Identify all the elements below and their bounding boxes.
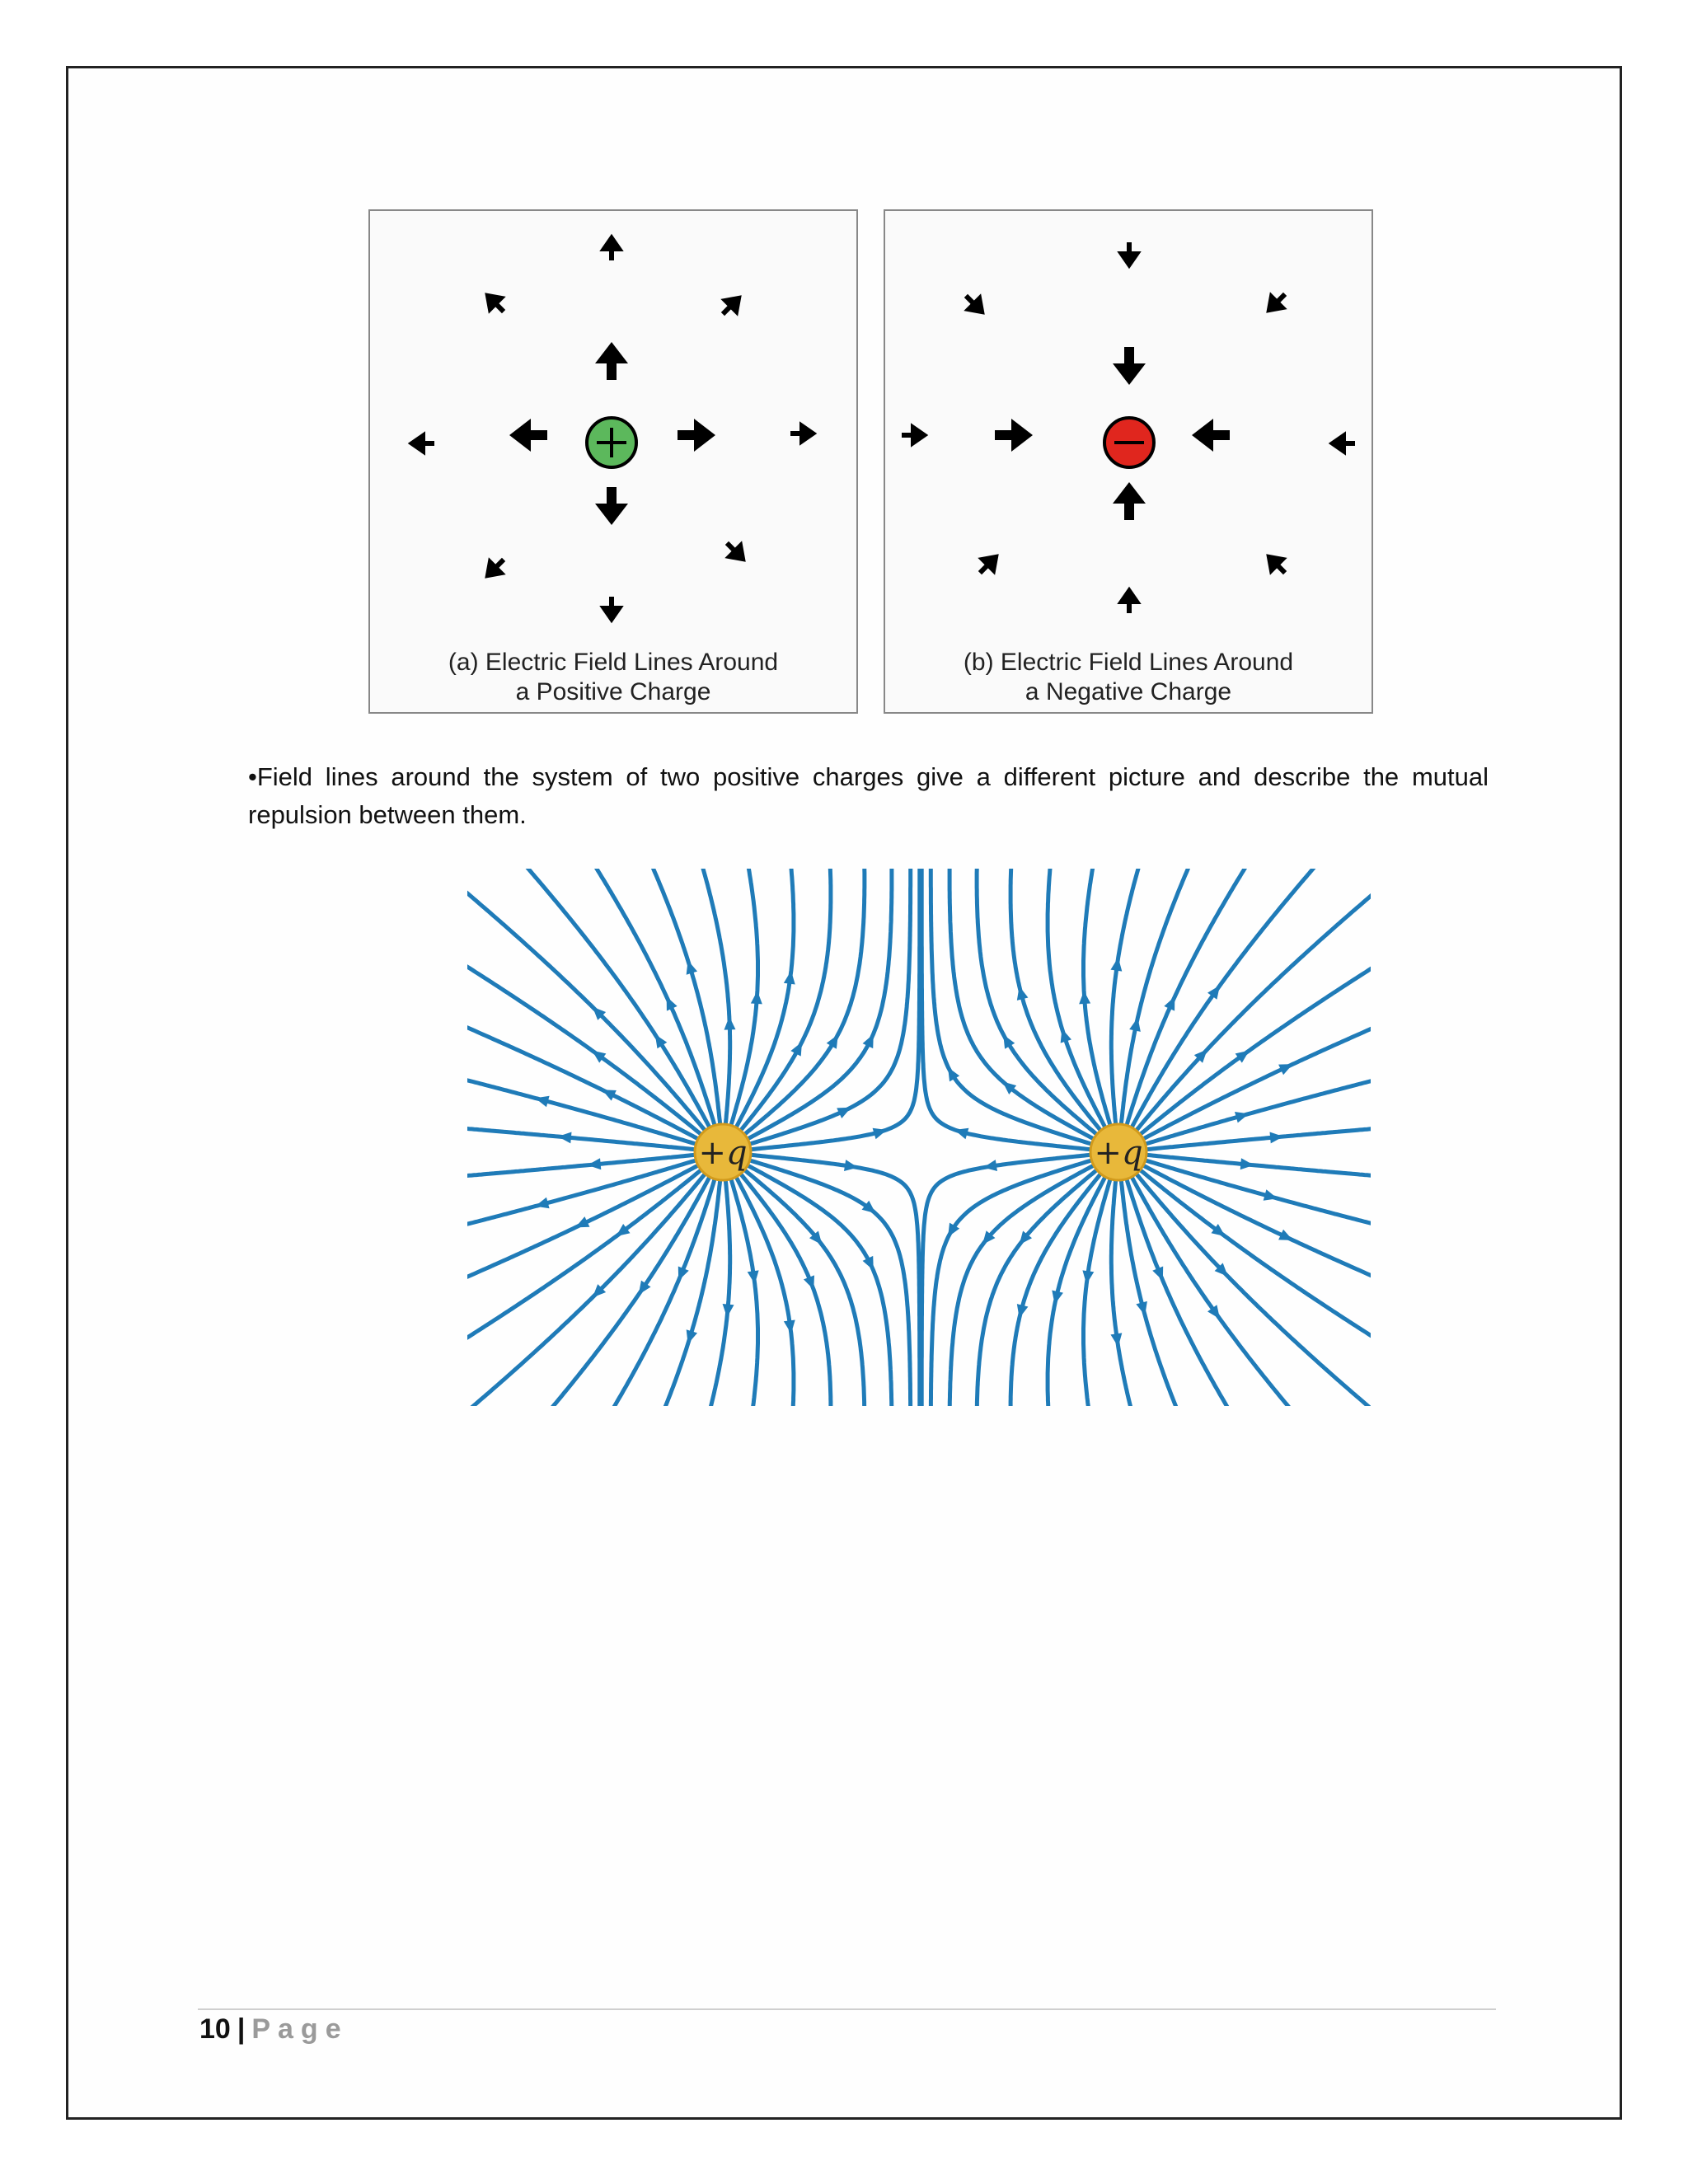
inner-arrow-left: [509, 419, 547, 452]
negative-field-diagram: [885, 211, 1372, 656]
body-paragraph: •Field lines around the system of two positive charges give a different picture and describe the mutual repulsion between them.: [248, 762, 1489, 829]
field-line: [1148, 1155, 1371, 1178]
field-arrowhead: [661, 994, 677, 1010]
field-arrowhead: [673, 1266, 689, 1282]
field-line: [604, 1180, 714, 1406]
field-line: [746, 1171, 865, 1406]
field-lines-left: [467, 869, 920, 1406]
outer-arrow-left: [412, 436, 434, 451]
field-line: [1132, 869, 1329, 1126]
field-line: [467, 1175, 704, 1406]
outer-arrow-down: [604, 597, 619, 619]
field-line: [1137, 1175, 1371, 1406]
field-arrowhead: [863, 1256, 879, 1272]
field-arrows: [533, 957, 1295, 1347]
footer-separator: |: [237, 2013, 246, 2045]
outer-arrow-down-left: [1264, 289, 1291, 316]
field-line: [977, 1171, 1095, 1406]
right-charge: [1090, 1124, 1146, 1180]
field-arrowhead: [751, 991, 763, 1005]
two-positive-charges-figure: [467, 869, 1371, 1406]
field-arrowhead: [557, 1131, 571, 1143]
field-line: [921, 1155, 1089, 1407]
field-arrowhead: [863, 1032, 879, 1048]
field-arrowhead: [784, 1319, 797, 1334]
minus-icon: [1104, 418, 1154, 467]
field-arrowhead: [724, 1016, 736, 1030]
field-line: [732, 869, 758, 1124]
field-line: [586, 869, 714, 1124]
field-line: [513, 869, 709, 1126]
outer-arrow-right: [902, 428, 924, 443]
page-word: Page: [251, 2013, 349, 2045]
field-line: [467, 1127, 693, 1150]
inner-arrow-up: [1113, 482, 1146, 520]
footer-divider: [198, 2008, 1496, 2010]
field-arrowhead: [587, 1158, 601, 1170]
field-arrowhead: [1278, 1230, 1295, 1245]
inner-arrow-up: [595, 342, 628, 380]
positive-field-diagram: [370, 211, 856, 656]
field-line: [737, 869, 794, 1126]
outer-arrow-down-right: [961, 291, 987, 317]
field-line: [467, 1155, 693, 1178]
left-charge: [695, 1124, 751, 1180]
outer-arrow-left: [1333, 436, 1355, 451]
outer-arrow-down: [1122, 242, 1137, 265]
field-arrowhead: [1278, 1059, 1295, 1075]
field-arrowhead: [1152, 1266, 1168, 1282]
right-charge-label: +q: [1094, 1134, 1143, 1172]
field-line: [1084, 869, 1110, 1124]
field-line: [1148, 1127, 1371, 1150]
inner-arrow-left: [1192, 419, 1230, 452]
field-line: [977, 869, 1095, 1133]
outer-arrow-right: [790, 426, 813, 441]
outer-arrow-up-right: [718, 293, 744, 320]
field-line: [646, 869, 720, 1122]
field-line: [950, 1166, 1092, 1406]
field-arrowhead: [1078, 991, 1090, 1005]
field-arrowhead: [1240, 1158, 1254, 1170]
caption-a-line1: (a) Electric Field Lines Around: [448, 649, 779, 676]
plus-icon: [587, 418, 636, 467]
outer-arrow-up: [604, 238, 619, 260]
outer-arrow-down-left: [483, 555, 509, 581]
field-arrowhead: [1164, 994, 1179, 1010]
field-line: [737, 1179, 794, 1406]
caption-a-line2: a Positive Charge: [515, 678, 711, 705]
outer-arrow-up-left: [483, 291, 509, 317]
field-lines-right: [921, 869, 1371, 1406]
inner-arrow-right: [995, 419, 1033, 452]
outer-arrow-up: [1122, 591, 1137, 613]
field-arrowhead: [837, 1102, 853, 1118]
inner-arrow-down: [1113, 347, 1146, 385]
positive-charge-field-figure: [368, 209, 858, 714]
field-line: [1122, 869, 1196, 1122]
field-line: [749, 1166, 892, 1406]
field-line: [746, 869, 865, 1133]
field-line: [753, 1155, 920, 1407]
caption-b-line2: a Negative Charge: [1025, 678, 1232, 705]
field-arrowhead: [1270, 1131, 1284, 1143]
caption-b-line1: (b) Electric Field Lines Around: [963, 649, 1294, 676]
field-line: [1128, 869, 1255, 1124]
inner-arrow-right: [678, 419, 715, 452]
field-arrowhead: [790, 1039, 807, 1057]
field-arrowhead: [573, 1216, 589, 1233]
outer-arrow-up-left: [1264, 552, 1291, 579]
field-line: [1128, 1180, 1237, 1406]
left-charge-label: +q: [698, 1134, 748, 1172]
outer-arrow-down-right: [722, 538, 748, 565]
field-line: [1048, 869, 1104, 1126]
field-line: [1132, 1179, 1303, 1406]
field-arrowhead: [721, 1304, 734, 1318]
page-footer: [199, 2011, 349, 2047]
field-arrowhead: [599, 1085, 617, 1101]
negative-charge-field-figure: [884, 209, 1373, 714]
field-line: [538, 1179, 709, 1406]
page-number: 10: [199, 2013, 231, 2045]
outer-arrow-up-right: [975, 552, 1001, 579]
field-arrowhead: [784, 970, 797, 985]
inner-arrow-down: [595, 487, 628, 525]
